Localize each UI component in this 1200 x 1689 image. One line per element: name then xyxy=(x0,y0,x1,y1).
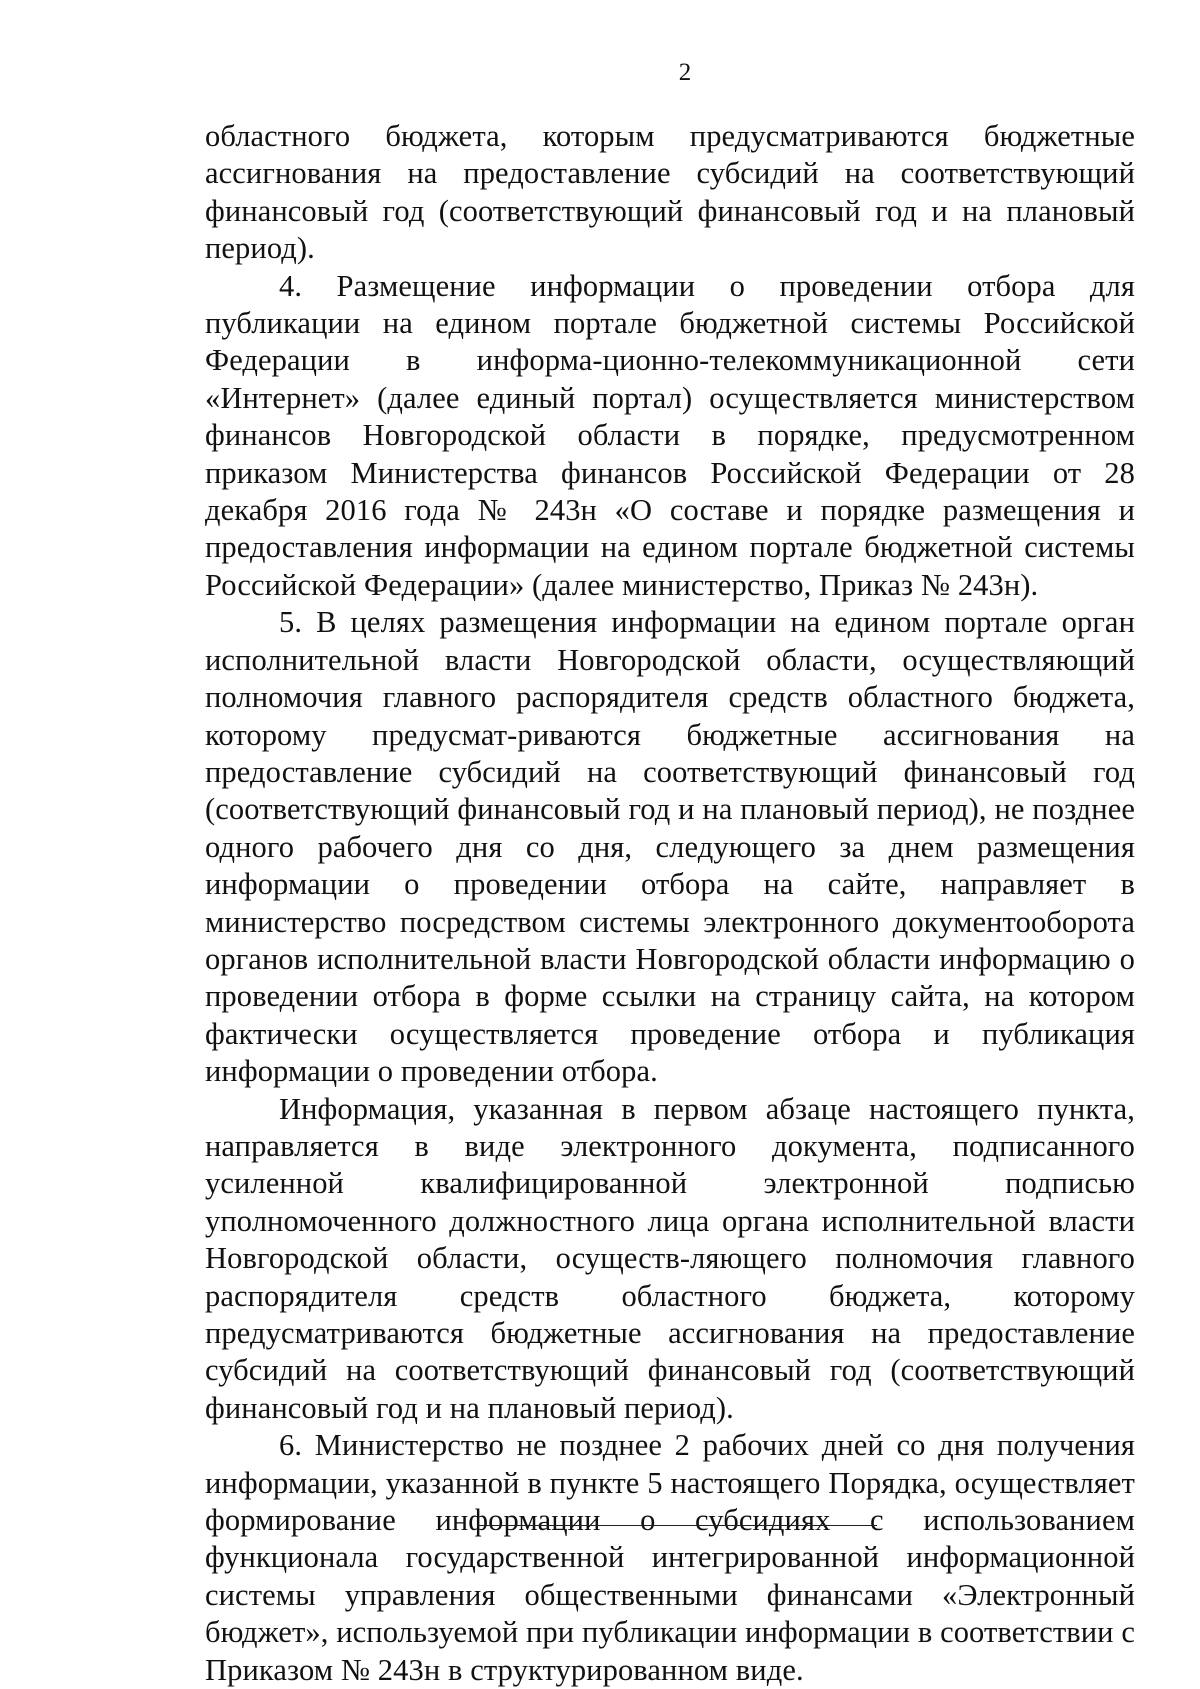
paragraph-item-5-second-part: Информация, указанная в первом абзаце настоящего пункта, направляется в виде электронного документа, подписанного усиленной квалифицированной электронной подписью уполномоченного должностного лица органа исполнительной власти Новгородской области, осуществ-ляющего полномочия главного распорядителя средств областного бюджета, которому предусматриваются бюджетные ассигнования на предоставление субсидий на соответствующий финансовый год (соответствующий финансовый год и на плановый период). xyxy=(205,1091,1135,1425)
end-of-document-rule xyxy=(477,1525,877,1526)
paragraph-continuation: областного бюджета, которым предусматриваются бюджетные ассигнования на предоставление субсидий на соответствующий финансовый год (соответствующий финансовый год и на плановый период). xyxy=(205,119,1135,266)
page-number: 2 xyxy=(678,59,692,86)
paragraph-item-4: 4. Размещение информации о проведении отбора для публикации на едином портале бюджетной системы Российской Федерации в информа-ционно-телекоммуникационной сети «Интернет» (далее единый портал) осуществляется министерством финансов Новгородской области в порядке, предусмотренном приказом Министерства финансов Российской Федерации от 28 декабря 2016 года № 243н «О составе и порядке размещения и предоставления информации на едином портале бюджетной системы Российской Федерации» (далее министерство, Приказ № 243н). xyxy=(205,268,1135,602)
paragraph-item-5: 5. В целях размещения информации на едином портале орган исполнительной власти Новгородской области, осуществляющий полномочия главного распорядителя средств областного бюджета, которому предусмат-риваются бюджетные ассигнования на предоставление субсидий на соответствующий финансовый год (соответствующий финансовый год и на плановый период), не позднее одного рабочего дня со дня, следующего за днем размещения информации о проведении отбора на сайте, направляет в министерство посредством системы электронного документооборота органов исполнительной власти Новгородской области информацию о проведении отбора в форме ссылки на страницу сайта, на котором фактически осуществляется проведение отбора и публикация информации о проведении отбора. xyxy=(205,605,1135,1089)
paragraph-item-6: 6. Министерство не позднее 2 рабочих дней со дня получения информации, указанной в пункте 5 настоящего Порядка, осуществляет формирование информации о субсидиях с использованием функционала государственной интегрированной информационной системы управления общественными финансами «Электронный бюджет», используемой при публикации информации в соответствии с Приказом № 243н в структурированном виде. xyxy=(205,1428,1135,1687)
document-body xyxy=(205,118,1135,1689)
